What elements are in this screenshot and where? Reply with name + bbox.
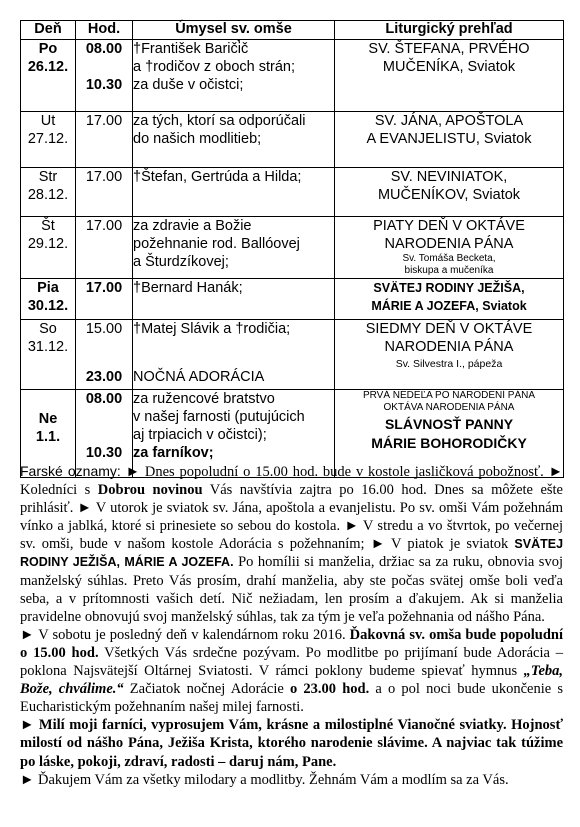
intention-line: †Bernard Hanák; [133,280,243,296]
intention-cell [133,320,335,390]
table-header-row [21,21,564,40]
day-name: Ne [38,411,58,427]
day-name: Str [38,169,58,185]
arrow-icon: ► [77,500,92,517]
liturgy-cell [335,168,564,217]
intention-line: †Matej Slávik a †rodičia; [133,321,291,337]
intention-line: za ružencové bratstvo [133,391,275,407]
intention-line: aj trpiacich v očistci); [133,427,267,443]
hour: 15.00 [85,321,123,337]
hour-cell [76,112,133,168]
notice-text: Vás navštívia zajtra po 16.00 hod. Dnes sa môžete ešte prihlásiť. [20,482,563,517]
liturgy-line: MÁRIE BOHORODIČKY [371,435,527,451]
intention-cell [133,40,335,112]
hour: 17.00 [85,280,123,296]
hour: 10.30 [85,77,123,93]
day-name: Po [38,41,58,57]
day-name: So [39,321,57,337]
notice-greeting: Milí moji farníci, vyprosujem Vám, krásne a milostiplné Vianočné sviatky. Hojnosť milostí od nášho Pána, Ježiša Krista, ktorého narodenie slávime. A najviac tak túžime po láske, pokoji, zdraví, radosti – daruj nám, Pane. [20,717,564,770]
hour: 10.30 [85,445,123,461]
notice-paragraph [20,626,563,716]
day-name: Ut [40,113,56,129]
day-date: 28.12. [27,187,69,203]
hour: 08.00 [85,391,123,407]
notice-text: Začiatok nočnej Adorácie [129,681,284,698]
liturgy-cell [335,40,564,112]
notice-emphasis: Dobrou novinou [97,482,203,499]
notice-text: Dnes popoludní o 15.00 hod. bude v kostole jasličková pobožnosť. [144,464,544,480]
liturgy-line: SIEDMY DEŇ V OKTÁVE [365,321,533,337]
hour: 17.00 [85,169,123,185]
day-name: Pia [37,280,59,296]
liturgy-line: SV. JÁNA, APOŠTOLA [374,113,524,129]
notices-label: Farské oznamy: [20,463,121,479]
header-hour: Hod. [76,21,133,40]
intention-line: požehnanie rod. Ballóovej [133,236,300,252]
notice-emphasis: Ďakovná sv. omša bude popoludní o 15.00 hod. [20,626,564,661]
liturgy-cell [335,112,564,168]
intention-line: †Štefan, Gertrúda a Hilda; [133,169,302,185]
liturgy-line: NARODENIA PÁNA [384,236,514,252]
arrow-icon: ► [344,518,359,535]
liturgy-subline: Sv. Silvestra I., pápeža [395,358,503,370]
day-cell [21,217,76,279]
arrow-icon: ► [125,464,141,480]
notice-text: Koledníci s [20,482,91,499]
day-date: 1.1. [35,429,61,445]
day-cell [21,320,76,390]
intention-line: za tých, ktorí sa odporúčali [133,113,306,129]
notice-paragraph [20,771,563,789]
intention-line: za farníkov; [133,445,214,461]
liturgy-line: NARODENIA PÁNA [384,339,514,355]
liturgy-cell [335,217,564,279]
table-row [21,40,564,112]
liturgy-cell [335,320,564,390]
liturgy-line: SVÄTEJ RODINY JEŽIŠA, [373,281,525,295]
day-cell [21,279,76,320]
notice-paragraph [20,716,563,770]
day-date: 27.12. [27,131,69,147]
notice-text: Ďakujem Vám za všetky milodary a modlitby. Žehnám Vám a modlím sa za Vás. [37,771,509,788]
table-row [21,168,564,217]
hour-cell [76,168,133,217]
intention-line: v našej farnosti (putujúcich [133,409,305,425]
day-name: Št [41,218,55,234]
liturgy-subline: biskupa a mučeníka [404,265,494,276]
liturgy-cell [335,279,564,320]
notice-emphasis: o 23.00 hod. [290,681,370,698]
hour-cell [76,40,133,112]
liturgy-line: SLÁVNOSŤ PANNY [384,416,514,432]
arrow-icon: ► [20,717,35,734]
day-date: 29.12. [27,236,69,252]
notice-text: V stredu a vo štvrtok, po večernej sv. omši, bude v našom kostole Adorácia s požehnaním; [20,518,563,553]
hour: 23.00 [85,369,123,385]
table-row [21,320,564,390]
liturgy-line: SV. NEVINIATOK, [390,169,508,185]
day-date: 30.12. [27,298,69,314]
liturgy-line: MUČENÍKOV, Sviatok [377,187,521,203]
table-row [21,279,564,320]
hour-cell [76,217,133,279]
intention-line: NOČNÁ ADORÁCIA [133,369,265,385]
day-date: 31.12. [27,339,69,355]
parish-notices [20,462,563,789]
intention-cell [133,168,335,217]
notice-text: V piatok je sviatok [391,536,509,553]
notice-text: V sobotu je posledný deň v kalendárnom roku 2016. [38,626,346,643]
arrow-icon: ► [20,771,35,788]
day-cell [21,40,76,112]
notice-paragraph [20,462,563,626]
arrow-icon: ► [20,626,35,643]
table-row [21,217,564,279]
liturgy-subline: Sv. Tomáša Becketa, [402,253,496,264]
mass-schedule-table [20,20,564,478]
notice-text: a o pol noci bude ukončenie s Eucharistickým požehnaním našej milej farnosti. [20,681,563,716]
hour: 17.00 [85,218,123,234]
notice-hymn: „Teba, Bože, chválime.“ [20,663,564,698]
table-row [21,112,564,168]
notice-text: V utorok je sviatok sv. Jána, apoštola a evanjelistu. Po sv. omši Vám požehnám vínko a jablká, ktoré si prinesiete so sebou do kostola. [20,500,564,535]
day-date: 26.12. [27,59,69,75]
liturgy-subline: PRVÁ NEDEĽA PO NARODENÍ PÁNA [362,390,536,401]
liturgy-line: PIATY DEŇ V OKTÁVE [373,218,525,234]
intention-cell [133,217,335,279]
intention-line: do našich modlitieb; [133,131,262,147]
intention-cell [133,279,335,320]
hour: 08.00 [85,41,123,57]
header-liturgy: Liturgický prehľad [335,21,564,40]
hour: 17.00 [85,113,123,129]
intention-line: †František Bariči̇̀č [133,41,249,57]
liturgy-line: A EVANJELISTU, Sviatok [366,131,532,147]
intention-line: a †rodičov z oboch strán; [133,59,296,75]
intention-line: za duše v očistci; [133,77,244,93]
intention-cell [133,112,335,168]
liturgy-line: MÁRIE A JOZEFA, Sviatok [371,299,527,313]
header-day: Deň [21,21,76,40]
notice-emphasis: SVÄTEJ RODINY JEŽIŠA, MÁRIE A JOZEFA. [20,537,564,570]
notice-text: Po homílii si manželia, držiac sa za ruku, obnovia svoj manželský súhlas. Preto Vás prosím, drahí manželia, aby ste počas svätej omše boli veďa seba, a v prítomnosti vašich detí. Nič nežiadam, len prosím a ďakujem. Ak si manželia pravidelne obnovujú svoj manželský súhlas, tak za tým je veľa požehnania od nášho Pána. [20,554,563,625]
arrow-icon: ► [370,536,386,553]
day-cell [21,168,76,217]
intention-line: za zdravie a Božie [133,218,252,234]
arrow-icon: ► [548,464,563,480]
day-cell [21,112,76,168]
intention-line: a Šturdzíkovej; [133,254,229,270]
hour-cell [76,279,133,320]
notice-text: Všetkých Vás srdečne pozývam. Po modlitbe po prijímaní bude Adorácia – poklona Najsvätejší Oltárnej Sviatosti. V rámci poklony budeme spievať hymnus [20,644,563,680]
hour-cell [76,320,133,390]
liturgy-line: MUČENÍKA, Sviatok [382,59,516,75]
liturgy-subline: OKTÁVA NARODENIA PÁNA [383,402,515,413]
liturgy-line: SV. ŠTEFANA, PRVÉHO [368,41,530,57]
header-intention: Úmysel sv. omše [133,21,335,40]
